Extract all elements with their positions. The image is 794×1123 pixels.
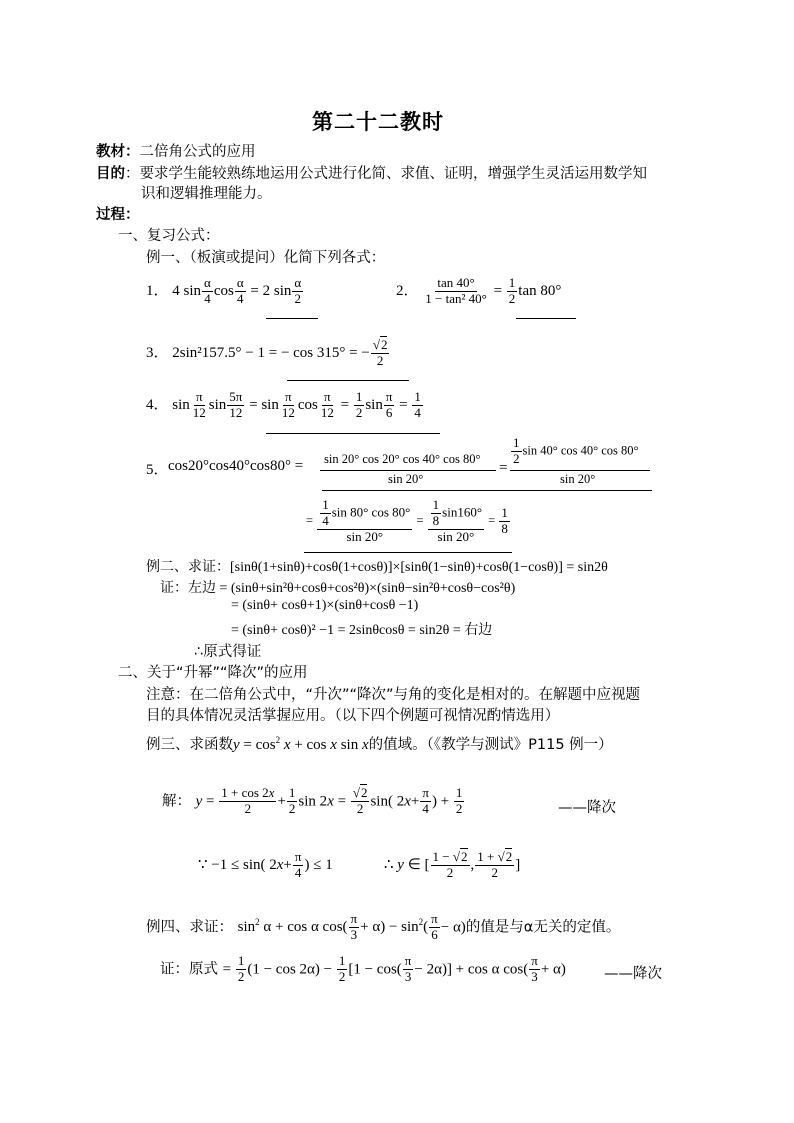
proof-line-2: = (sinθ+ cosθ+1)×(sinθ+cosθ −1) [231, 598, 419, 613]
example-1-heading: 例一、（板演或提问）化简下列各式： [146, 250, 386, 266]
q3-number: 3． [146, 344, 169, 361]
q3-rhs: − cos 315° = − [280, 344, 370, 361]
material-line [96, 140, 256, 161]
goal-line-1 [96, 162, 647, 183]
q2-answer-underline [516, 318, 576, 319]
material-label: 教材： [96, 144, 140, 160]
q4-answer-underline [266, 433, 440, 434]
question-2: 2． $\frac{\tan 40^\circ}{\text{1 − tan² 40°}}$ = $\frac{1}{2}$ tan 80° [396, 275, 562, 306]
q5-step2-den: sin 20° [560, 472, 596, 486]
question-1: 1． 4 sin $\frac{\alpha}{4}$ cos $\frac{\alpha}{4}$ = 2 sin $\frac{\alpha}{2}$ [146, 275, 302, 306]
jiangci-note-2: ——降次 [604, 966, 662, 982]
material-text: 二倍角公式的应用 [139, 144, 256, 160]
question-5-lhs: cos20°cos40°cos80° = [168, 458, 304, 474]
example-4-prefix: 例四、求证： [146, 919, 233, 936]
goal-label: 目的 [96, 166, 125, 182]
note-line-1: 注意：在二倍角公式中，“升次”“降次”与角的变化是相对的。在解题中应视题 [146, 687, 641, 703]
solution-line-2: ∵ −1 ≤ sin( 2x+ $\frac{\pi}{4}$ ) ≤ 1 [198, 849, 333, 880]
q4-number: 4． [146, 396, 169, 413]
note-line-2: 目的具体情况灵活掌握应用。（以下四个例题可视情况酌情选用） [146, 708, 560, 724]
proof-4-line: 证：原式 = $\frac{1}{2}$ (1 − cos 2α) − $\frac{1}{2}$ [1 − cos( $\frac{\pi}{3}$ − 2α)] + cos α cos( $\frac{\pi}{3}$ + α) [160, 953, 566, 984]
q2-number: 2． [396, 282, 419, 299]
example-3: 例三、求函数$y = \cos^2 x + \cos x$ sin x的值域。（《教学与测试》P115 例一） [146, 735, 613, 753]
solution-line-1: 解： y = $\frac{1 + \cos 2x}{2}$ + $\frac{1}{2}$ sin 2x = $\frac{√2}{2}$ sin( 2x+ $\frac{\pi}{4}$ ) + $\frac{1}{2}$ [162, 785, 463, 816]
q5-step2-num: $\frac{1}{2}$ sin 40° cos 40° cos 80° [513, 435, 639, 466]
section-2-heading: 二、关于“升幂”“降次”的应用 [118, 665, 308, 681]
q1-answer-underline [266, 318, 318, 319]
q5-step1-num: sin 20° cos 20° cos 40° cos 80° [324, 452, 481, 466]
example-4: 例四、求证： $\sin^2 \alpha + \cos \alpha$ cos( $\frac{\pi}{3}$ + $\alpha) - \sin^2$( $\frac{\pi}{6}$ − α)的值是与α无关的定值。 [146, 911, 621, 942]
question-3: 3． 2sin²157.5° − 1 = − cos 315° = − $\frac{√2}{2}$ [146, 337, 388, 368]
q5-answer-underline-1 [322, 490, 652, 491]
goal-text-1: ：要求学生能较熟练地运用公式进行化简、求值、证明，增强学生灵活运用数学知 [125, 166, 647, 182]
q5-step3: = $\frac{1}{4}$ sin 80° cos 80° sin 20° = $\frac{1}{8}$ sin160° sin 20° = $\frac{1}{8}$ [306, 497, 508, 544]
q5-step2-bar [510, 470, 650, 471]
section-1-heading: 一、复习公式： [118, 228, 220, 244]
page-title: 第二十二教时 [312, 110, 444, 134]
q5-step1-den: sin 20° [388, 472, 424, 486]
question-5-number: 5． [146, 462, 169, 478]
proof-line-3: = (sinθ+ cosθ)² −1 = 2sinθcosθ = sin2θ = 右边 [231, 623, 493, 638]
proof-conclusion: ∴原式得证 [194, 644, 262, 660]
jiangci-note-1: ——降次 [558, 800, 616, 816]
q5-answer-underline-2 [304, 552, 512, 553]
proof-line-1: 证：左边 = (sinθ+sin²θ+cosθ+cos²θ)×(sinθ−sin²θ+cosθ−cos²θ) [160, 581, 516, 596]
q3-answer-underline [287, 380, 409, 381]
process-label: 过程： [96, 207, 140, 223]
goal-line-2: 识和逻辑推理能力。 [141, 186, 272, 202]
q1-number: 1． [146, 282, 169, 299]
example-2: 例二、求证：[sinθ(1+sinθ)+cosθ(1+cosθ)]×[sinθ(1−sinθ)+cosθ(1−cosθ)] = sin2θ [146, 560, 608, 575]
q5-step1-eq: = [499, 460, 508, 476]
solution-line-3: ∴ y ∈ [ $\frac{1 - √2}{2}$ , $\frac{1 + √2}{2}$ ] [384, 849, 521, 880]
proof-4-label: 证：原式 [160, 961, 218, 978]
question-4: 4． sin $\frac{\pi}{12}$ sin $\frac{5\pi}{12}$ = sin $\frac{\pi}{12}$ cos $\frac{\pi}{12}$ = $\frac{1}{2}$ sin $\frac{\pi}{6}$ = $\frac{1}{4}$ [146, 389, 421, 420]
example-4-suffix: 的值是与α无关的定值。 [465, 919, 621, 936]
q3-lhs: 2sin²157.5° − 1 = [172, 344, 278, 361]
example-3-suffix: 的值域。（《教学与测试》P115 例一） [368, 737, 613, 753]
q5-step1-bar [320, 470, 496, 471]
example-3-prefix: 例三、求函数 [146, 737, 233, 753]
solution-label: 解： [162, 793, 191, 810]
